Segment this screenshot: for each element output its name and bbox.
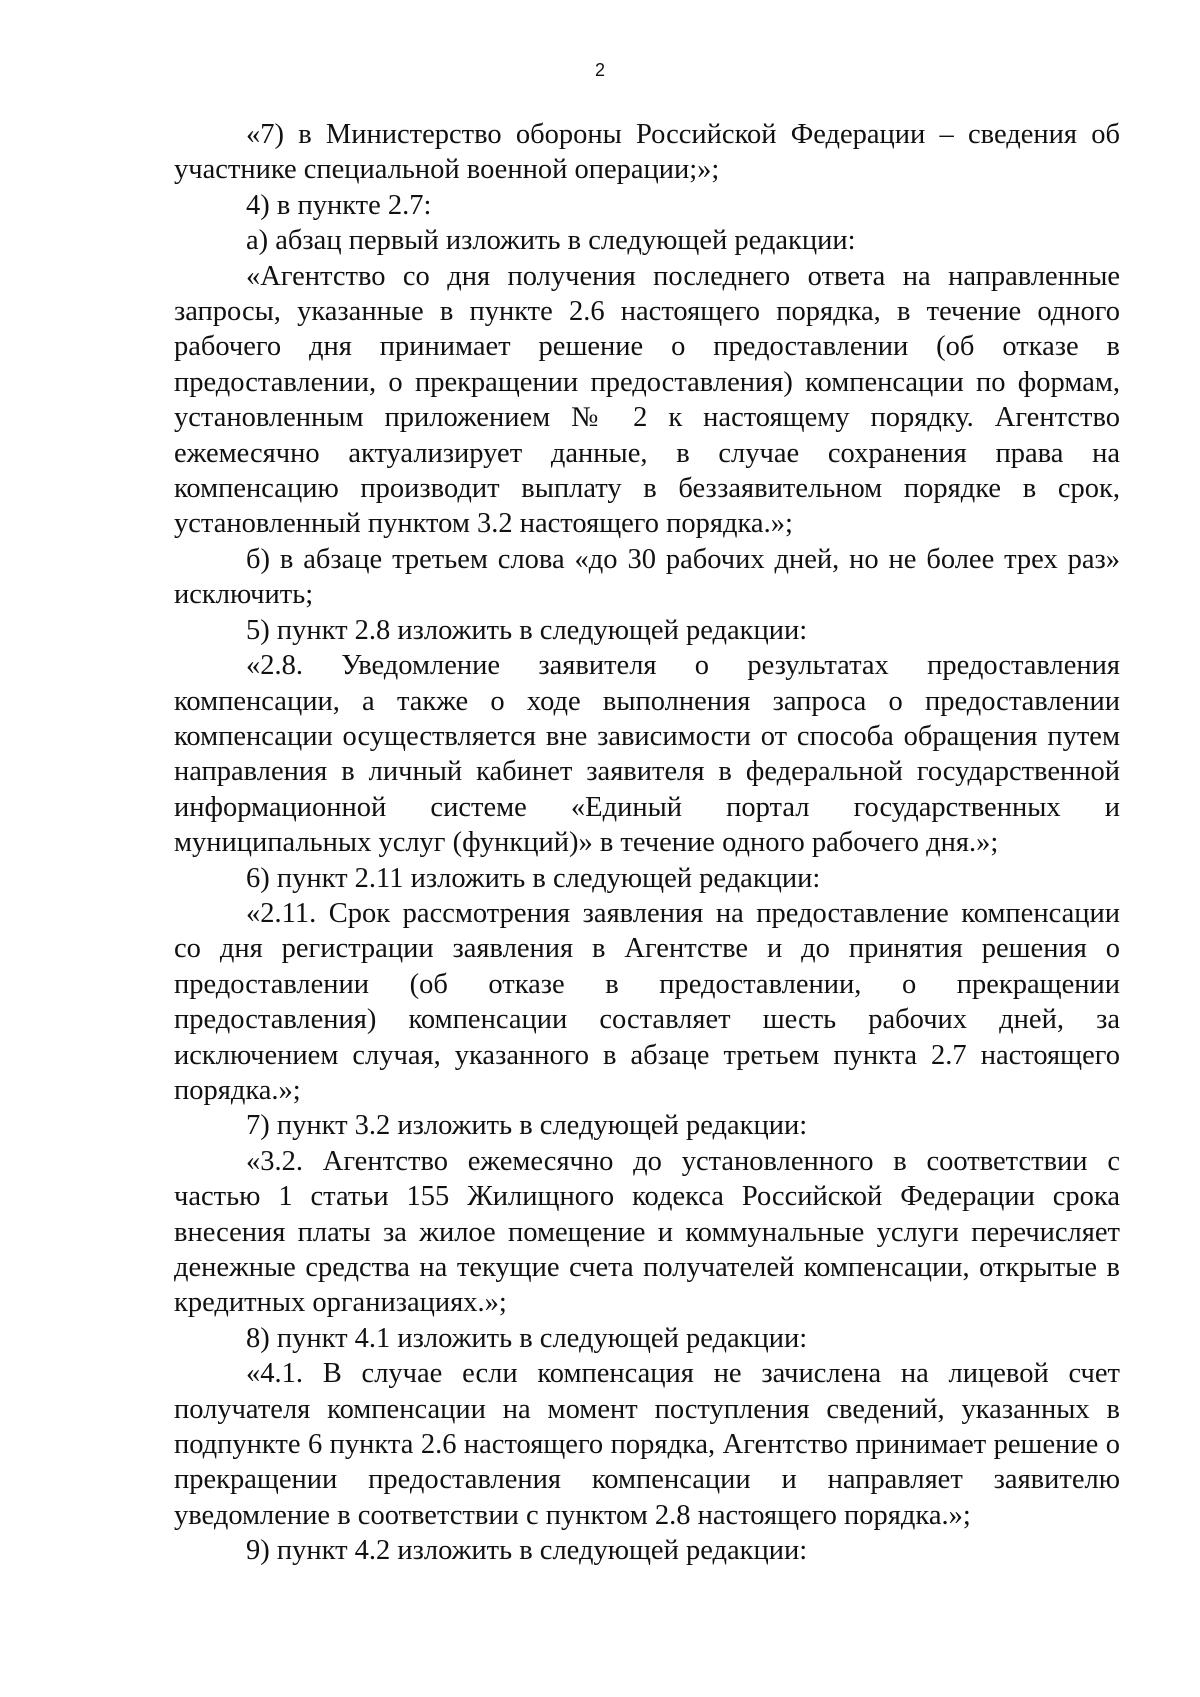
paragraph-clause-7-ministry-of-defense: «7) в Министерство обороны Российской Федерации – сведения об участнике специальной военной операции;»; [174, 119, 1120, 186]
paragraph-quote-4-1: «4.1. В случае если компенсация не зачислена на лицевой счет получателя компенсации на момент поступления сведений, указанных в подпункте 6 пункта 2.6 настоящего порядка, Агентство принимает решение о прекращении предоставления компенсации и направляет заявителю уведомление в соответствии с пунктом 2.8 настоящего порядка.»; [174, 1358, 1120, 1531]
paragraph-item-9: 9) пункт 4.2 изложить в следующей редакции: [246, 1535, 808, 1567]
page-number: 2 [594, 60, 605, 80]
document-body [174, 117, 1120, 1569]
paragraph-item-6: 6) пункт 2.11 изложить в следующей редакции: [246, 862, 821, 894]
paragraph-subitem-a: а) абзац первый изложить в следующей редакции: [246, 225, 856, 257]
paragraph-quote-2-7: «Агентство со дня получения последнего ответа на направленные запросы, указанные в пункте 2.6 настоящего порядка, в течение одного рабочего дня принимает решение о предоставлении (об отказе в предоставлении, о прекращении предоставления) компенсации по формам, установленным приложением № 2 к настоящему порядку. Агентство ежемесячно актуализирует данные, в случае сохранения права на компенсацию производит выплату в беззаявительном порядке в срок, установленный пунктом 3.2 настоящего порядка.»; [174, 260, 1120, 540]
paragraph-item-4: 4) в пункте 2.7: [246, 189, 432, 221]
paragraph-item-5: 5) пункт 2.8 изложить в следующей редакции: [246, 614, 808, 646]
paragraph-quote-2-11: «2.11. Срок рассмотрения заявления на предоставление компенсации со дня регистрации заявления в Агентстве и до принятия решения о предоставлении (об отказе в предоставлении, о прекращении предоставления) компенсации составляет шесть рабочих дней, за исключением случая, указанного в абзаце третьем пункта 2.7 настоящего порядка.»; [174, 897, 1120, 1106]
paragraph-quote-3-2: «3.2. Агентство ежемесячно до установленного в соответствии с частью 1 статьи 155 Жилищного кодекса Российской Федерации срока внесения платы за жилое помещение и коммунальные услуги перечисляет денежные средства на текущие счета получателей компенсации, открытые в кредитных организациях.»; [174, 1145, 1120, 1319]
paragraph-quote-2-8: «2.8. Уведомление заявителя о результатах предоставления компенсации, а также о ходе выполнения запроса о предоставлении компенсации осуществляется вне зависимости от способа обращения путем направления в личный кабинет заявителя в федеральной государственной информационной системе «Единый портал государственных и муниципальных услуг (функций)» в течение одного рабочего дня.»; [174, 650, 1120, 859]
paragraph-item-7: 7) пункт 3.2 изложить в следующей редакции: [246, 1110, 808, 1142]
paragraph-subitem-b: б) в абзаце третьем слова «до 30 рабочих дней, но не более трех раз» исключить; [174, 543, 1120, 611]
paragraph-item-8: 8) пункт 4.1 изложить в следующей редакции: [246, 1322, 808, 1354]
